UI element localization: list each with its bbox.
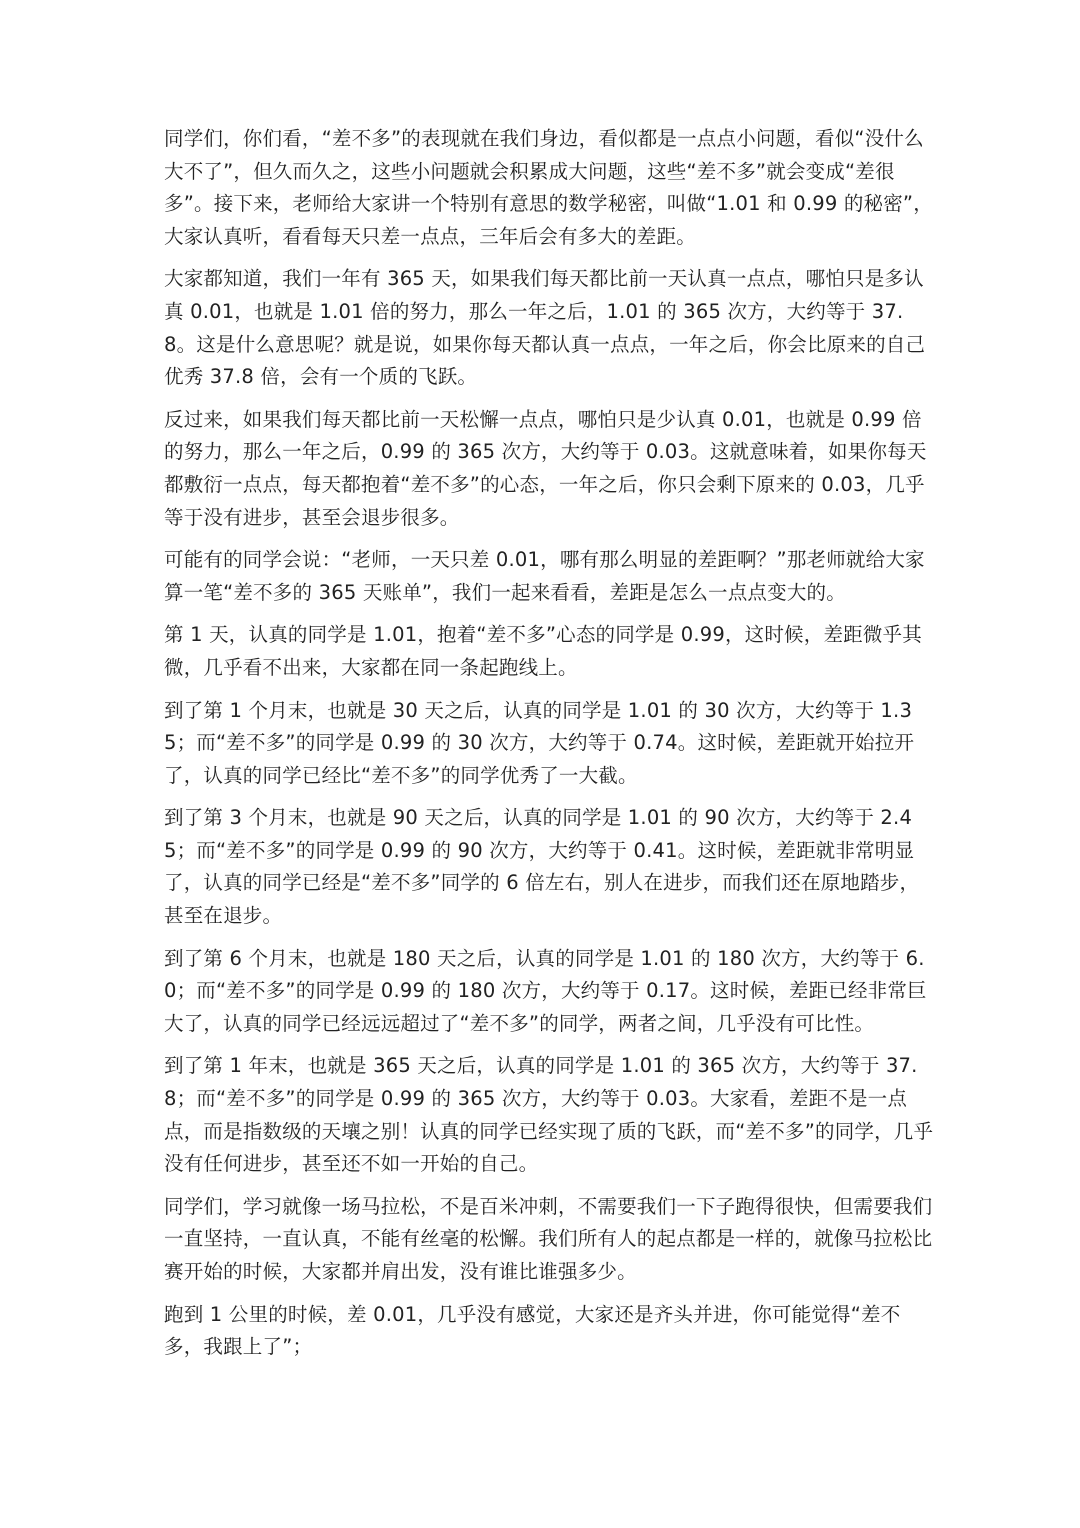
paragraph-marathon: 同学们，学习就像一场马拉松，不是百米冲刺，不需要我们一下子跑得很快，但需要我们一直坚持，一直认真，不能有丝毫的松懈。我们所有人的起点都是一样的，就像马拉松比赛开始的时候，大家都并肩出发，没有谁比谁强多少。 (164, 1194, 933, 1283)
paragraph-1-01-growth: 大家都知道，我们一年有 365 天，如果我们每天都比前一天认真一点点，哪怕只是多认真 0.01，也就是 1.01 倍的努力，那么一年之后，1.01 的 365 次方，大约等于 37.8。这是什么意思呢？就是说，如果你每天都认真一点点，一年之后，你会比原来的自己优秀 37.8 倍，会有一个质的飞跃。 (164, 267, 926, 389)
paragraph-intro: 同学们，你们看，“差不多”的表现就在我们身边，看似都是一点点小问题，看似“没什么大不了”，但久而久之，这些小问题就会积累成大问题，这些“差不多”就会变成“差很多”。接下来，老师给大家讲一个特别有意思的数学秘密，叫做“1.01 和 0.99 的秘密”，大家认真听，看看每天只差一点点，三年后会有多大的差距。 (164, 127, 933, 248)
paragraph-month-1: 到了第 1 个月末，也就是 30 天之后，认真的同学是 1.01 的 30 次方，大约等于 1.35；而“差不多”的同学是 0.99 的 30 次方，大约等于 0.74。这时候，差距就开始拉开了，认真的同学已经比“差不多”的同学优秀了一大截。 (164, 698, 915, 787)
paragraph-1km: 跑到 1 公里的时候，差 0.01，几乎没有感觉，大家还是齐头并进，你可能觉得“差不多，我跟上了”； (164, 1302, 901, 1359)
paragraph-0-99-decline: 反过来，如果我们每天都比前一天松懈一点点，哪怕只是少认真 0.01，也就是 0.99 倍的努力，那么一年之后，0.99 的 365 次方，大约等于 0.03。这就意味着，如果你每天都敷衍一点点，每天都抱着“差不多”的心态，一年之后，你只会剩下原来的 0.03，几乎等于没有进步，甚至会退步很多。 (164, 407, 927, 529)
paragraph-year-1: 到了第 1 年末，也就是 365 天之后，认真的同学是 1.01 的 365 次方，大约等于 37.8；而“差不多”的同学是 0.99 的 365 次方，大约等于 0.03。大家看，差距不是一点点，而是指数级的天壤之别！认真的同学已经实现了质的飞跃，而“差不多”的同学，几乎没有任何进步，甚至还不如一开始的自己。 (164, 1054, 934, 1176)
paragraph-day-1: 第 1 天，认真的同学是 1.01，抱着“差不多”心态的同学是 0.99，这时候，差距微乎其微，几乎看不出来，大家都在同一条起跑线上。 (164, 623, 922, 679)
paragraph-question: 可能有的同学会说：“老师，一天只差 0.01，哪有那么明显的差距啊？”那老师就给大家算一笔“差不多的 365 天账单”，我们一起来看看，差距是怎么一点点变大的。 (164, 548, 925, 604)
paragraph-month-3: 到了第 3 个月末，也就是 90 天之后，认真的同学是 1.01 的 90 次方，大约等于 2.45；而“差不多”的同学是 0.99 的 90 次方，大约等于 0.41。这时候，差距就非常明显了，认真的同学已经是“差不多”同学的 6 倍左右，别人在进步，而我们还在原地踏步，甚至在退步。 (164, 806, 920, 928)
paragraph-month-6: 到了第 6 个月末，也就是 180 天之后，认真的同学是 1.01 的 180 次方，大约等于 6.0；而“差不多”的同学是 0.99 的 180 次方，大约等于 0.17。这时候，差距已经非常巨大了，认真的同学已经远远超过了“差不多”的同学，两者之间，几乎没有可比性。 (164, 946, 927, 1035)
document-body (164, 123, 934, 1374)
